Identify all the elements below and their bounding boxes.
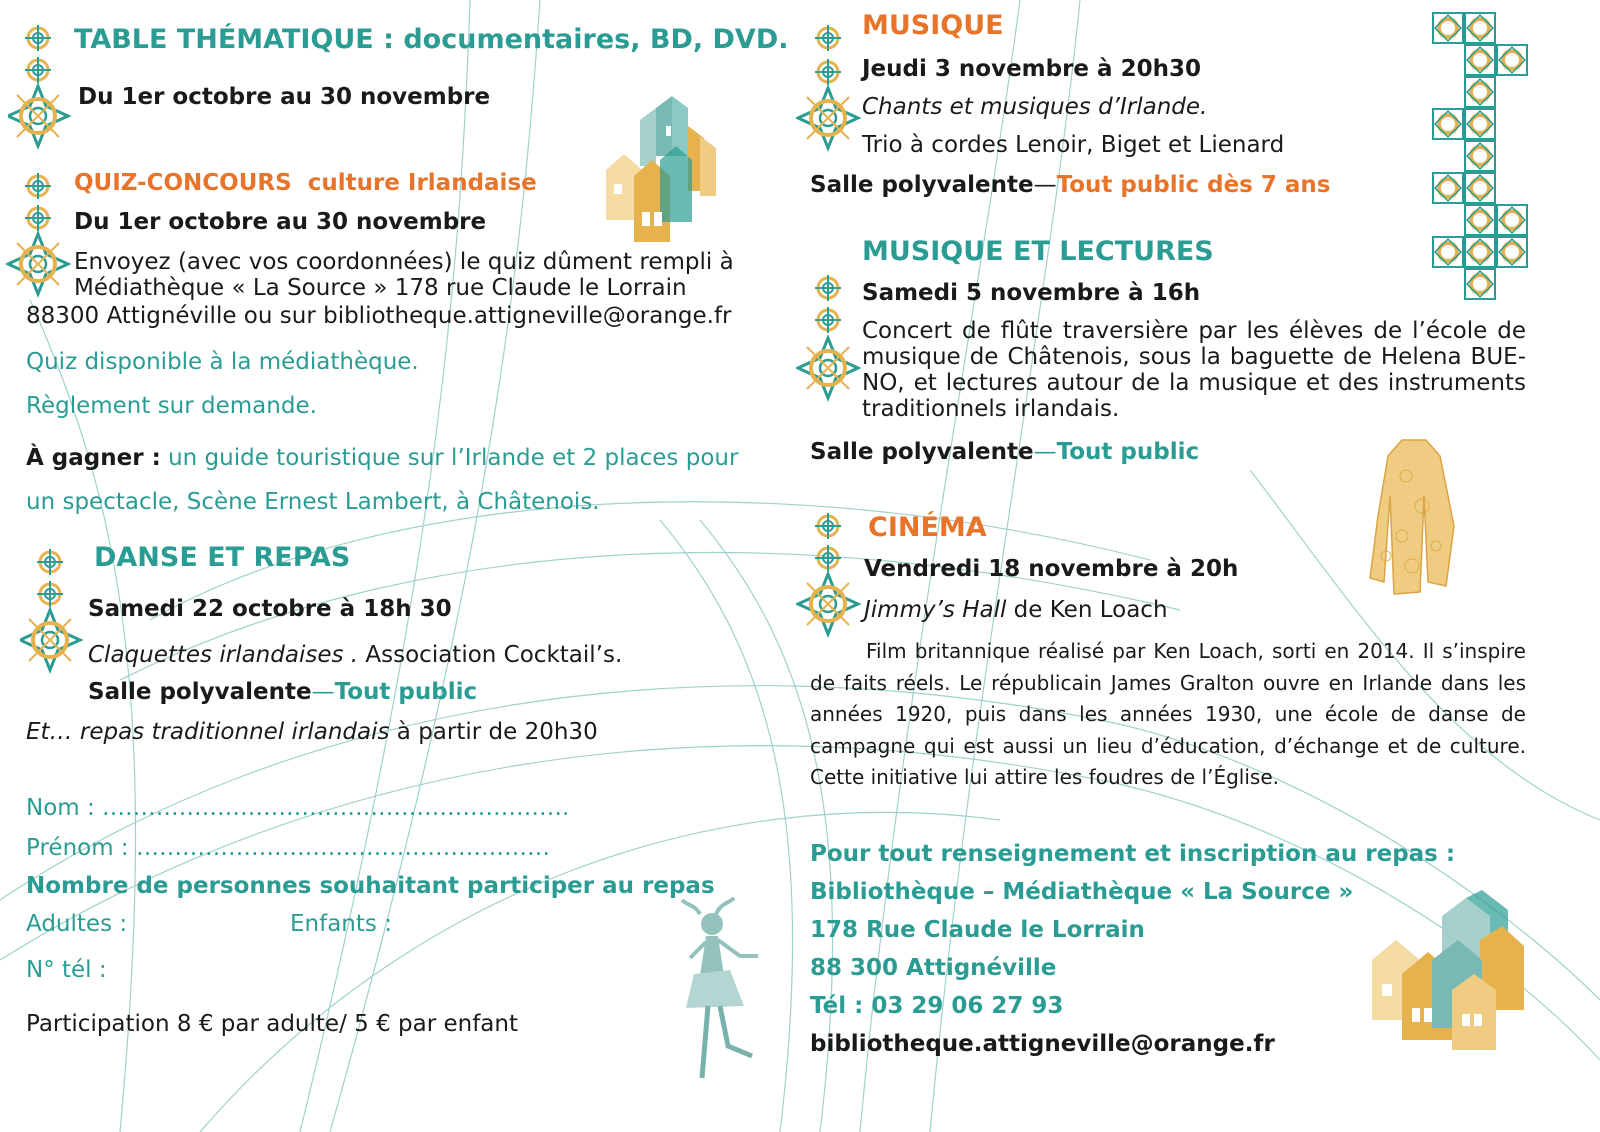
danse-activity-italic: Claquettes irlandaises . [88, 642, 359, 668]
danse-title: DANSE ET REPAS [94, 542, 351, 573]
musique-title: MUSIQUE [862, 10, 1004, 41]
lectures-venue: Salle polyvalente [810, 439, 1034, 465]
table-dates: Du 1er octobre au 30 novembre [78, 84, 491, 110]
contact-street: 178 Rue Claude le Lorrain [810, 917, 1145, 943]
danse-activity-rest: Association Cocktail’s. [358, 642, 623, 668]
musique-venue: Salle polyvalente [810, 172, 1034, 198]
cinema-title: CINÉMA [868, 512, 987, 543]
form-children[interactable]: Enfants : [290, 911, 392, 937]
celtic-knot-icon [796, 272, 862, 402]
celtic-knot-icon [8, 22, 72, 150]
lectures-title: MUSIQUE ET LECTURES [862, 236, 1214, 267]
form-price: Participation 8 € par adulte/ 5 € par enfant [26, 1011, 518, 1037]
form-adults[interactable]: Adultes : [26, 911, 128, 937]
quiz-rules: Règlement sur demande. [26, 393, 317, 419]
quiz-line-1: Envoyez (avec vos coordonnées) le quiz dûment rempli à [74, 249, 734, 275]
cinema-film-director: de Ken Loach [1006, 597, 1168, 623]
form-nom[interactable]: Nom : ……………………………………………………. [26, 795, 570, 821]
musique-desc-italic: Chants et musiques d’Irlande. [862, 94, 1208, 120]
danse-meal-rest: à partir de 20h30 [389, 719, 598, 745]
contact-email[interactable]: bibliotheque.attigneville@orange.fr [810, 1031, 1275, 1057]
lectures-venue-line [810, 438, 1199, 466]
celtic-knot-icon [796, 22, 862, 152]
musique-public: Tout public dès 7 ans [1056, 172, 1331, 198]
contact-phone[interactable]: Tél : 03 29 06 27 93 [810, 993, 1064, 1019]
quiz-prize-label: À gagner : [26, 445, 161, 471]
table-title: TABLE THÉMATIQUE : documentaires, BD, DVD. [74, 24, 789, 55]
quiz-dates: Du 1er octobre au 30 novembre [74, 209, 487, 235]
cinema-date: Vendredi 18 novembre à 20h [864, 556, 1239, 582]
danse-venue-line [88, 678, 477, 706]
danse-dash: — [311, 679, 335, 705]
quiz-prize-line-1 [26, 444, 738, 472]
musique-desc: Trio à cordes Lenoir, Biget et Lienard [862, 132, 1285, 158]
quiz-title-sub: culture Irlandaise [307, 170, 537, 196]
celtic-knot-icon [20, 546, 84, 674]
lectures-date: Samedi 5 novembre à 16h [862, 280, 1201, 306]
dancer-illustration [672, 896, 772, 1086]
danse-public: Tout public [334, 679, 478, 705]
quiz-line-3: 88300 Attignéville ou sur bibliotheque.attigneville@orange.fr [26, 303, 732, 329]
musique-venue-line [810, 171, 1330, 199]
cinema-desc: Film britannique réalisé par Ken Loach, sorti en 2014. Il s’inspire de faits réels. Le républicain James Gralton ouvre en Irlande dans les années 1920, puis dans les années 1930, une école de danse de campagne qui est aussi un lieu d’éducation, d’échange et de culture. Cette initiative lui attire les foudres de l’Église. [810, 639, 1526, 789]
contact-name: Bibliothèque – Médiathèque « La Source » [810, 879, 1354, 905]
lectures-public: Tout public [1056, 439, 1200, 465]
musique-dash: — [1033, 172, 1057, 198]
coat-illustration [1366, 436, 1462, 596]
quiz-line-2: Médiathèque « La Source » 178 rue Claude le Lorrain [74, 275, 687, 301]
tile-pattern-illustration [1430, 10, 1534, 300]
danse-meal-italic: Et… repas traditionnel irlandais [26, 719, 390, 745]
danse-meal [26, 718, 598, 746]
cinema-film-title: Jimmy’s Hall [864, 597, 1007, 623]
form-phone[interactable]: N° tél : [26, 957, 107, 983]
danse-venue: Salle polyvalente [88, 679, 312, 705]
contact-city: 88 300 Attignéville [810, 955, 1057, 981]
form-prenom[interactable]: Prénom : ……………………………………………… [26, 835, 550, 861]
celtic-knot-icon [6, 170, 72, 300]
danse-date: Samedi 22 octobre à 18h 30 [88, 596, 452, 622]
cinema-film [864, 596, 1168, 624]
contact-intro: Pour tout renseignement et inscription au repas : [810, 841, 1456, 867]
quiz-title-main: QUIZ-CONCOURS [74, 170, 292, 196]
quiz-title [74, 170, 537, 196]
houses-illustration [604, 96, 722, 242]
quiz-prize-text-2: un spectacle, Scène Ernest Lambert, à Châtenois. [26, 489, 600, 515]
celtic-knot-icon [796, 512, 862, 642]
danse-activity [88, 641, 622, 669]
musique-date: Jeudi 3 novembre à 20h30 [862, 56, 1201, 82]
lectures-desc: Concert de flûte traversière par les élèves de l’école de musique de Châtenois, sous la baguette de Helena BUE-NO, et lectures autour de la musique et des instruments traditionnels irlandais. [862, 318, 1526, 422]
houses-illustration [1362, 890, 1528, 1060]
lectures-dash: — [1033, 439, 1057, 465]
quiz-available: Quiz disponible à la médiathèque. [26, 349, 419, 375]
form-persons: Nombre de personnes souhaitant participer au repas [26, 873, 715, 899]
quiz-prize-text-1: un guide touristique sur l’Irlande et 2 places pour [168, 445, 739, 471]
